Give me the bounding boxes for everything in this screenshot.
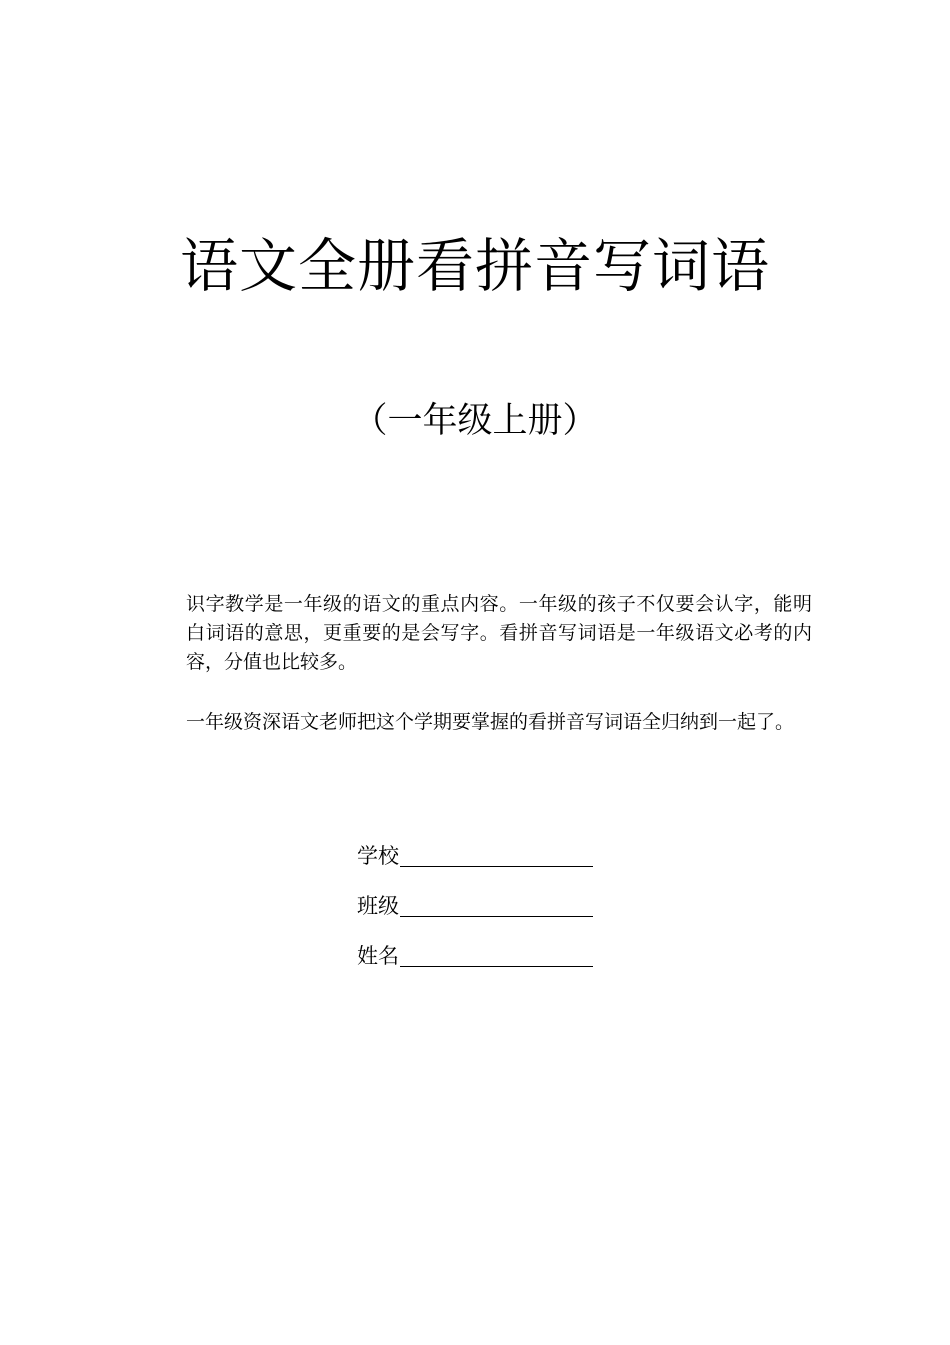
- document-subtitle: （一年级上册）: [352, 401, 598, 441]
- school-blank-line: [400, 865, 593, 867]
- class-field: [357, 891, 617, 921]
- class-label: 班级: [357, 894, 399, 918]
- intro-paragraph-1: 识字教学是一年级的语文的重点内容。一年级的孩子不仅要会认字，能明白词语的意思，更重要的是会写字。看拼音写词语是一年级语文必考的内容，分值也比较多。: [186, 593, 812, 673]
- name-blank-line: [400, 965, 593, 967]
- document-title: 语文全册看拼音写词语: [179, 232, 770, 300]
- school-field: [357, 841, 617, 871]
- school-label: 学校: [357, 844, 399, 868]
- student-info-form: [357, 841, 617, 991]
- intro-paragraph-2: 一年级资深语文老师把这个学期要掌握的看拼音写词语全归纳到一起了。: [186, 711, 795, 733]
- name-label: 姓名: [357, 944, 399, 968]
- name-field: [357, 941, 617, 971]
- class-blank-line: [400, 915, 593, 917]
